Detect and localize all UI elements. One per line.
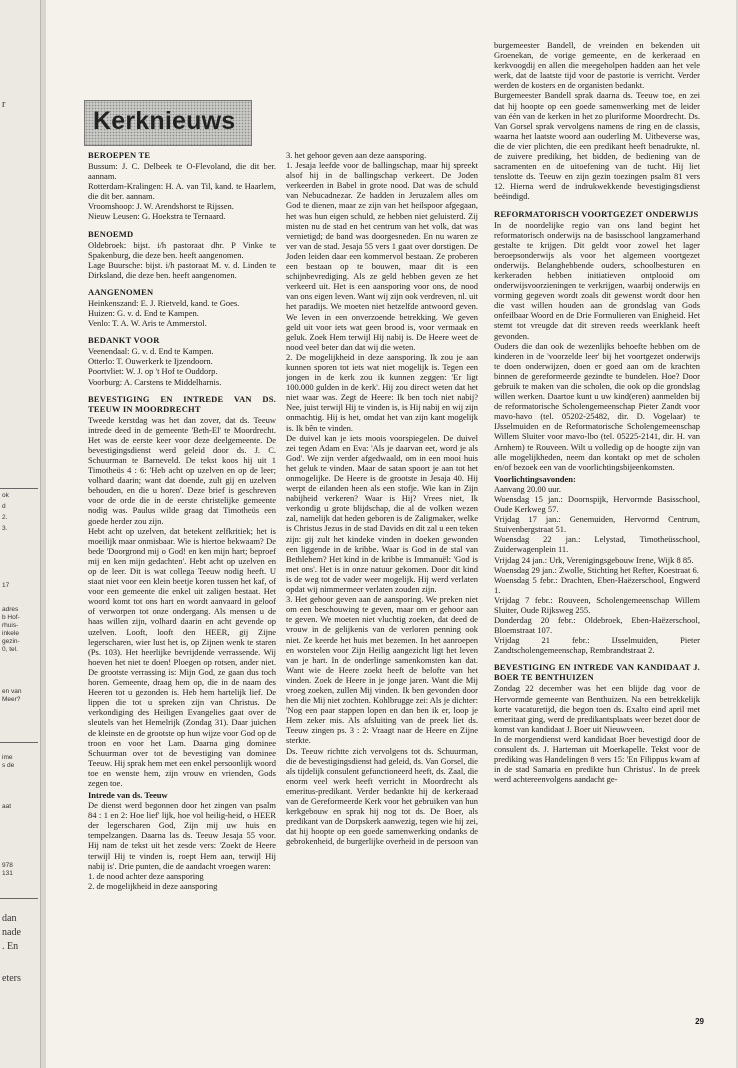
- aangenomen-heading: AANGENOMEN: [88, 286, 154, 297]
- left-fragment: Meer?: [2, 696, 21, 703]
- left-fragment: . En: [2, 941, 19, 952]
- article-paragraph: In de morgendienst werd kandidaat Boer bevestigd door de consulent ds. J. Harteman uit Moerkapelle. Tekst voor de prediking was Handelingen 8 vers 15: 'En Filippus kwam af in de stad Samaria en predikte hun Christus'. In de preek werd achtereenvolgens aandacht ge-: [494, 733, 700, 785]
- magazine-page: [46, 0, 736, 1068]
- left-fragment: ime: [2, 754, 13, 761]
- article-paragraph: De duivel kan je iets moois voorspiegelen. De duivel zei tegen Adam en Eva: 'Als je daarvan eet, word je als God'. We zijn verder afgedwaald, om in een mooi huis het geluk te vinden. Maar de satan spoort je aan tot het onmogelijke. De Heere is de grootste in Jesaja 40. Hij werpt de eilanden heen als een stofje. Wie kan in Zijn nabijheid verkeren? Waar is Hij? Vrees niet, Ik verkondig u grote blijdschap, die al de volken wezen zal, namelijk dat heden geboren is de Zaligmaker, welke is Christus Jezus in de stad Davids en dit zal u een teken zijn: gij zult het kindeke vinden in doeken gewonden een liggende in de kribbe. Waar is God in de stal van Bethlehem? Het kind in de kribbe is Immanuël: 'God is met ons'. Het is in onze natuur gekomen. Door dit kind is de weg tot de vader weer mogelijk. Hij werd verlaten opdat wij nimmermeer verlaten zouden zijn.: [286, 432, 478, 595]
- left-fragment: aat: [2, 803, 12, 810]
- article-paragraph: In de noordelijke regio van ons land begint het reformatorisch onderwijs na de basisschool langzamerhand gestalte te krijgen. Dit geldt voor zowel het lager beroepsonderwijs als voor het algemeen voortgezet onderwijs. Belanghebbende ouders, schoolbesturen en kerkeraden hebben initiatieven ontplooid om onderwijsvoorzieningen te verkrijgen, waarbij onderwijs en vorming gegeven wordt zoals dit gewenst wordt door hen die vast willen houden aan de grondslag van Gods onfeilbaar Woord en de Drie Formulieren van Enigheid. Het stemt tot vreugde dat dit streven reeds weerklank heeft gevonden.: [494, 219, 700, 341]
- article-paragraph: De dienst werd begonnen door het zingen van psalm 84 : 1 en 2: Hoe lief' lijk, hoe vol heilig-heid, o HEER der legerscharen God, Zijn mij uw huis en tempelzangen. Daarna las ds. Teeuw Jesaja 55 voor. Hij nam de tekst uit het zesde vers: 'Zoekt de Heere terwijl Hij te vinden is, roept Hem aan, terwijl Hij nabij is'. Drie punten, die de aandacht vroegen waren:: [88, 800, 276, 871]
- left-fragment: dan: [2, 913, 17, 924]
- left-rule: [0, 898, 38, 899]
- list-item: Donderdag 20 febr.: Oldebroek, Eben-Haëzerschool, Bloemstraat 107.: [494, 615, 700, 636]
- list-item: Woensdag 29 jan.: Zwolle, Stichting het Refter, Koestraat 6.: [494, 564, 699, 575]
- section-title: Kerknieuws: [93, 107, 236, 135]
- left-fragment: 2.: [2, 514, 8, 521]
- list-item: Voorburg: A. Carstens te Middelharnis.: [88, 376, 222, 387]
- article-paragraph: 1. Jesaja leefde voor de ballingschap, maar hij spreekt alsof hij in de ballingschap verkeert. De Joden verkeerden in Babel in grote nood. Dat was de schuld van Nebucadnezar. Ze hadden in Jeruzalem alles om God te dienen, maar ze zijn van het heilspoor afgegaan, het was hun eigen schuld, ze hebben niet geluisterd. Zij misten nu de stad en het centrum van het volk, dat was vernietigd; de band was doorgesneden. En nu waren ze ver van de stad. Jesaja 55 vers 1 gaat over dorstigen. De Joden leiden daar een kommervol bestaan. Ze proberen een bestaan op te bouwen, maar dit is een schijnbevrediging. Als ze geld hebben geven ze het verkeerd uit. Het is een aansporing voor ons, de nood van ons eigen leven. Want wij zijn ook verdreven, nl. uit het paradijs. We moeten niet hetzelfde antwoord geven. We leven in een onverzoende betrekking. We geven geld uit voor iets wat geen brood is, voor vermaak en geluk. Zoek Hem terwijl Hij nabij is. De Heere weet de nood veel beter dan dat wij die weten.: [286, 160, 478, 352]
- page-number: 29: [695, 1017, 704, 1026]
- left-fragment: nade: [2, 927, 21, 938]
- article-paragraph: Tweede kerstdag was het dan zover, dat ds. Teeuw intrede deed in de gemeente 'Beth-El' te Moordrecht. Het was de eerste keer voor deze deelgemeente. De bevestigingsdienst werd geleid door ds. J. C. Schuurman te Barneveld. De tekst koos hij uit 1 Timotheüs 4 : 6: 'Heb acht op uzelven en op de leer; volhard daarin; want dat doende, zult gij en uzelven behouden, en die u horen'. Deze brief is geschreven voor de orde die in de eerste christelijke gemeente nodig was. Paulus wilde graag dat Timotheüs een goede herder zou zijn.: [88, 414, 276, 526]
- list-item: 1. de nood achter deze aansporing: [88, 870, 204, 881]
- list-item: Poortvliet: W. J. op 't Hof te Ouddorp.: [88, 366, 218, 377]
- list-item: Venlo: T. A. W. Aris te Ammerstol.: [88, 318, 207, 329]
- column-2: [286, 150, 478, 1040]
- list-item: Woensdag 15 jan.: Doornspijk, Hervormde Basisschool, Oude Kerkweg 57.: [494, 493, 700, 515]
- list-item: Heinkenszand: E. J. Rietveld, kand. te Goes.: [88, 297, 240, 308]
- list-item: 2. de mogelijkheid in deze aansporing: [88, 880, 218, 891]
- left-fragment: r: [2, 99, 6, 110]
- left-fragment: 3.: [2, 525, 8, 532]
- article-paragraph: Ds. Teeuw richtte zich vervolgens tot ds. Schuurman, die de bevestigingsdienst had geleid, ds. Van Gorsel, die als tijdelijk consulent gefunctioneerd heeft, ds. Zaal, die enorm veel werk heeft verricht in Moordrecht als emeritus-predikant. Verder bedankte hij de kerkeraad van de Gereformeerde Kerk voor het gebruiken van hun kerkgebouw en sprak hij nog tot ds. De Boer, als predikant van de Dorpskerk aanwezig, tegen wie hij zei, dat hij hoopte op een goede samenwerking ondanks de gebrokenheid, de burgerlijke overheid in de persoon van: [286, 745, 478, 847]
- left-rule: [0, 742, 38, 743]
- benoemd-heading: BENOEMD: [88, 228, 134, 239]
- bevestiging-heading: BEVESTIGING EN INTREDE VAN DS. TEEUW IN MOORDRECHT: [88, 393, 276, 414]
- list-item: Vrijdag 17 jan.: Genemuiden, Hervormd Centrum, Stuivenbergstraat 51.: [494, 514, 700, 535]
- left-fragment: 978: [2, 862, 13, 869]
- left-fragment: ok: [2, 492, 9, 499]
- article-paragraph: Burgemeester Bandell sprak daarna ds. Teeuw toe, en zei dat hij hoopte op een goede samenwerking met de leider van één van de kerken in het zo pluriforme Moordrecht. Ds. Van Gorsel sprak vervolgens namens de ring en de classis, waarna het laatste woord aan ouderling M. Uitbeverse was, die de vier plichten, die een predikant heeft benadrukte, nl. de zuivere prediking, het bidden, de bediening van de sacramenten en de uitoefening van de tucht. Hij liet tenslotte ds. Teeuw en zijn gezin toezingen psalm 81 vers 12. Hierna werd de indrukwekkende bevestigingsdienst beëindigd.: [494, 90, 700, 202]
- left-fragment: rhuis-: [2, 622, 19, 629]
- left-fragment: gezin-: [2, 638, 20, 645]
- article-paragraph: Zondag 22 december was het een blijde dag voor de Hervormde gemeente van Benthuizen. Na een betrekkelijk korte vacaturetijd, die begon toen ds. Exalto eind april met emeritaat ging, werd de predikantsplaats weer bezet door de komst van kandidaat J. Boer uit Nieuwveen.: [494, 683, 700, 734]
- list-item: Vrijdag 21 febr.: IJsselmuiden, Pieter Zandtscholengemeenschap, Rembrandtstraat 2.: [494, 635, 700, 656]
- section-banner: [84, 100, 252, 146]
- article-paragraph: 3. het gehoor geven aan deze aansporing.: [286, 150, 427, 160]
- list-item: Huizen: G. v. d. End te Kampen.: [88, 308, 199, 319]
- article-paragraph: 3. Het gehoor geven aan de aansporing. We preken niet om een beschouwing te geven, maar om er gehoor aan te geven. We moeten niet vluchtig zoeken, dat deed de vrouw in de gelijkenis van de verloren penning ook niet. Ze keerde het huis met bezemen. In het aanroepen en worstelen voor Zijn Heilig aangezicht ligt het leven van je hart. In de onderlinge samenkomsten kan dat. Want wie de Heere zoekt heeft de belofte van het vinden. Zoek de Heere in je jonge jaren. Want die Mij vroeg zoeken, zullen Mij vinden. Ik ben gevonden door hen die Mij niet zochten. Kohlbrugge zei: Als je dichter: 'Nog een paar stappen lopen en dan ben ik er, loop je Hem zeker mis. Als afsluiting van de preek liet ds. Teeuw zingen ps. 3 : 2: Vraagt naar de Heere en Zijne sterkte.: [286, 594, 478, 746]
- list-item: Aanvang 20.00 uur.: [494, 483, 562, 494]
- voorlichting-subheading: Voorlichtingsavonden:: [494, 473, 576, 484]
- kandidaat-heading: BEVESTIGING EN INTREDE VAN KANDIDAAT J. BOER TE BENTHUIZEN: [494, 662, 700, 683]
- left-fragment: 0, tel.: [2, 646, 18, 653]
- list-item: Vrijdag 7 febr.: Rouveen, Scholengemeenschap Willem Sluiter, Oude Rijksweg 255.: [494, 594, 700, 615]
- left-fragment: en van: [2, 688, 22, 695]
- list-item: Woensdag 22 jan.: Lelystad, Timotheüsschool, Zuiderwagenplein 11.: [494, 534, 700, 555]
- bedankt-heading: BEDANKT VOOR: [88, 335, 160, 346]
- list-item: Bussum: J. C. Delbeek te O-Flevoland, die dit ber. aannam.: [88, 161, 276, 182]
- reformatorisch-heading: REFORMATORISCH VOORTGEZET ONDERWIJS: [494, 208, 699, 219]
- list-item: Vroomshoop: J. W. Arendshorst te Rijssen.: [88, 201, 234, 212]
- previous-page-edge: [0, 0, 41, 1068]
- article-paragraph: 2. De mogelijkheid in deze aansporing. Ik zou je aan kunnen sporen tot iets wat niet mogelijk is. Tegen een jongen in de kerk zou ik kunnen zeggen: 'Er ligt 100.000 gulden in de kerk'. Hij zou direct weten dat het niet waar was. Zegt de Heere: Ik ben toch niet nabij? Nee, juist terwijl Hij te vinden is, is Hij nabij en wij zijn onmachtig. Hij is het, omdat het van zijn kant mogelijk is. Ik bên te vinden.: [286, 351, 478, 433]
- left-rule: [0, 488, 38, 489]
- column-1: [88, 150, 276, 1040]
- left-fragment: inkele: [2, 630, 19, 637]
- left-fragment: b Hof-: [2, 614, 20, 621]
- article-paragraph: Hebt acht op uzelven, dat betekent zelfkritiek; het is moeilijk maar onmisbaar. Wie is hiertoe bekwaam? De bede 'Doorgrond mij o God! en ken mijn hart; beproef mij en ken mijn gedachten'. Hebt acht op uzelven en op de leer. Dit is wat collega Teeuw nodig heeft. U staat niet voor een klein beetje koren tussen het kaf, of voor een gemeente die enkel uit zaligen bestaat. Het woord komt tot ons hart en wordt aanvaard in geloof of verworpen tot onze ondergang. Als mensen u de haas willen zijn, volhard daarin en acht gevende op uzelven. Looft, looft den HEER, gij Zijne legerscharen, wier lust het is, op Zijnen wenk te staren (Ps. 103). Het heerlijke bevrijdende verrassende. Wij hoeven het niet te doen! Ploegen op rotsen, ander niet. De grootste verrassing is: Mijn God, ze gaan dus toch horen. Gemeente, draag hem op, die in de naam des Heeren tot u gezonden is. Heb hem hartelijk lief. De lippen die tot u spreken zijn van Christus. De verkondiging des Heiligen Evangelies gaat over de sleutels van het Hemelrijk (Zondag 31). Daar juichen de kleinste en de grootste op hun wijze voor God op de troon en voor het Lam. Daarna ging dominee Schuurman over tot de bevestiging van dominee Teeuw. Hij sprak hem met een enkel persoonlijk woord toe en wenste hem, zijn vrouw en vrienden, Gods zegen toe.: [88, 525, 276, 788]
- list-item: Lage Buursche: bijst. i/h pastoraat M. v. d. Linden te Dirksland, die deze ben. heeft aangenomen.: [88, 259, 276, 280]
- article-paragraph: Ouders die dan ook de wezenlijks behoefte hebben om de kinderen in de 'voorzelde leer' bij het voortgezet onderwijs te doen onderwijzen, doen er goed aan om de krachten binnen de gereformeerde gezindte te bundelen. Hoe? Door gebruik te maken van die scholen, die ook op die grondslag willen werken. Daartoe kunt u uw kind(eren) aanmelden bij de reformatorische Scholengemeenschap Pieter Zandt voor mavo-havo (tel. 05202-25482, dir. D. Vogelaar) te IJsselmuiden en de Reformatorische Scholengemeenschap Willem Sluiter voor mavo-lbo (tel. 05225-2141, dir. H. van Arnhem) te Rouveen. Wilt u volledig op de hoogte zijn van alle mogelijkheden, neem dan kontakt op met de scholen en/of bezoek een van de voorlichtingsbijeenkomsten.: [494, 340, 700, 472]
- list-item: Nieuw Leusen: G. Hoekstra te Ternaard.: [88, 211, 226, 222]
- article-paragraph: burgemeester Bandell, de vreinden en bekenden uit Groenekan, de vorige gemeente, en de kerkeraad en kerkvoogdij en allen die meegeholpen hadden aan het vele werk, dat de laatste tijd voor de pastorie is verricht. Verder werden de kosters en de organisten bedankt.: [494, 40, 700, 91]
- list-item: Rotterdam-Kralingen: H. A. van Til, kand. te Haarlem, die dit ber. aannam.: [88, 181, 276, 202]
- list-item: Veenendaal: G. v. d. End te Kampen.: [88, 346, 214, 357]
- list-item: Oldebroek: bijst. i/h pastoraat dhr. P Vinke te Spakenburg, die deze ben. heeft aangenomen.: [88, 239, 276, 260]
- intrede-subheading: Intrede van ds. Teeuw: [88, 790, 168, 801]
- left-fragment: s de: [2, 762, 15, 769]
- beroepen-heading: BEROEPEN TE: [88, 150, 151, 160]
- left-fragment: 17: [2, 582, 10, 589]
- left-fragment: eters: [2, 973, 21, 984]
- list-item: Vrijdag 24 jan.: Urk, Verenigingsgebouw Irene, Wijk 8 85.: [494, 554, 694, 565]
- column-3: [494, 40, 700, 1040]
- list-item: Woensdag 5 febr.: Drachten, Eben-Haëzerschool, Engwerd 1.: [494, 574, 700, 595]
- left-fragment: adres: [2, 606, 19, 613]
- left-fragment: 131: [2, 870, 13, 877]
- left-fragment: d: [2, 503, 6, 510]
- list-item: Otterlo: T. Ouwerkerk te Ijzendoorn.: [88, 356, 213, 367]
